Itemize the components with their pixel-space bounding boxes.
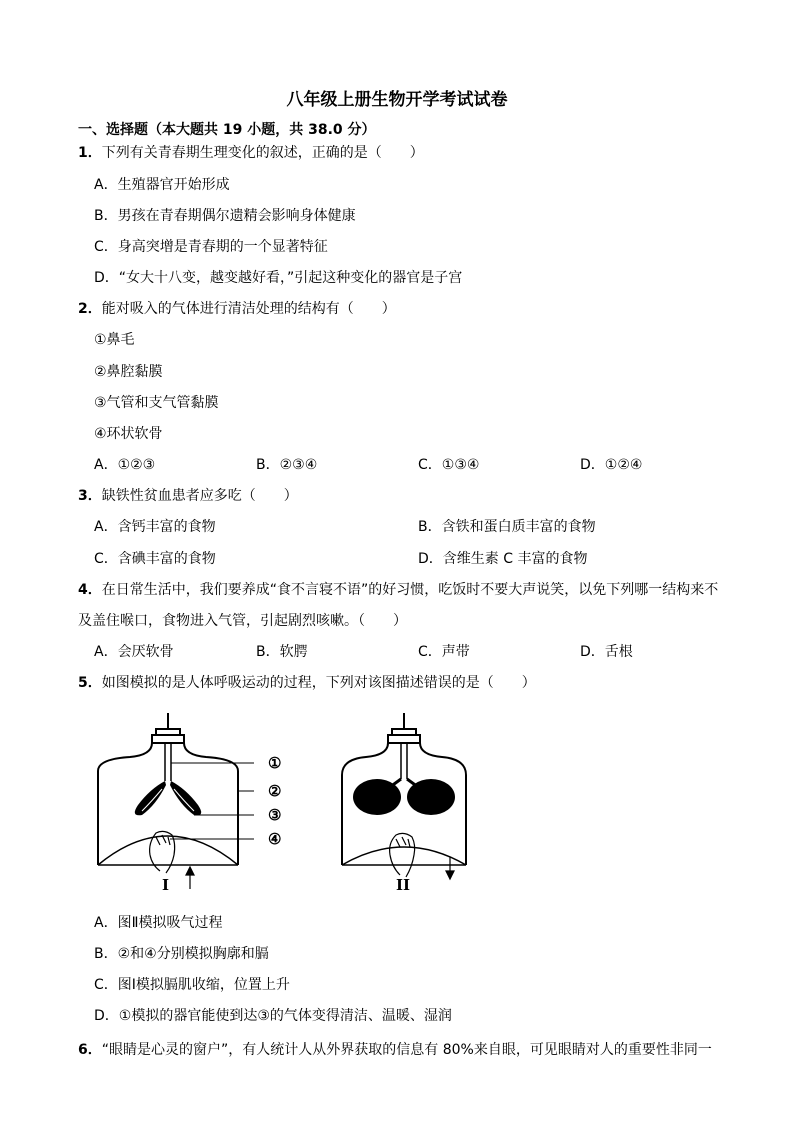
- q3-option-a: A．含钙丰富的食物: [94, 519, 216, 535]
- label-2: ②: [268, 782, 282, 800]
- question-4-continued: 及盖住喉口，食物进入气管，引起剧烈咳嗽。（ ）: [78, 613, 407, 629]
- question-3: [78, 486, 298, 506]
- question-2: [78, 299, 396, 319]
- hand-left: [150, 831, 175, 873]
- q2-option-d: D．①②④: [580, 457, 643, 473]
- question-stem: 在日常生活中，我们要养成“食不言寝不语”的好习惯，吃饭时不要大声说笑，以免下列哪一结构来不: [101, 582, 719, 598]
- question-number: 5．: [78, 675, 102, 691]
- balloon-lungs-right: [353, 779, 455, 815]
- question-6: [78, 1040, 712, 1060]
- q5-option-c: C．图Ⅰ模拟膈肌收缩，位置上升: [94, 977, 290, 993]
- q1-option-d: D．“女大十八变，越变越好看，”引起这种变化的器官是子宫: [94, 270, 463, 286]
- question-stem: “眼睛是心灵的窗户”，有人统计人从外界获取的信息有 80%来自眼，可见眼睛对人的重要性非同一: [101, 1042, 712, 1058]
- q2-item-4: ④环状软骨: [94, 426, 163, 442]
- question-4: [78, 580, 718, 600]
- q1-option-a: A．生殖器官开始形成: [94, 177, 230, 193]
- q2-option-a: A．①②③: [94, 457, 156, 473]
- label-3: ③: [268, 806, 282, 824]
- q1-option-b: B．男孩在青春期偶尔遗精会影响身体健康: [94, 208, 356, 224]
- section-heading: 一、选择题（本大题共 19 小题，共 38.0 分）: [78, 122, 376, 138]
- question-number: 4．: [78, 582, 102, 598]
- q4-option-b: B．软腭: [256, 644, 308, 660]
- q5-option-b: B．②和④分别模拟胸廓和膈: [94, 946, 269, 962]
- q5-option-d: D．①模拟的器官能使到达③的气体变得清洁、温暖、湿润: [94, 1008, 452, 1024]
- question-stem: 能对吸入的气体进行清洁处理的结构有（ ）: [101, 301, 396, 317]
- question-stem: 如图模拟的是人体呼吸运动的过程，下列对该图描述错误的是（ ）: [101, 675, 536, 691]
- q4-option-a: A．会厌软骨: [94, 644, 174, 660]
- question-number: 1．: [78, 145, 102, 161]
- balloon-lungs-left: [135, 781, 201, 815]
- q3-option-b: B．含铁和蛋白质丰富的食物: [418, 519, 596, 535]
- question-5: [78, 673, 536, 693]
- q4-option-c: C．声带: [418, 644, 470, 660]
- q2-option-c: C．①③④: [418, 457, 480, 473]
- breathing-model-figure: [90, 705, 510, 900]
- q2-item-3: ③气管和支气管黏膜: [94, 395, 219, 411]
- q1-option-c: C．身高突增是青春期的一个显著特征: [94, 239, 328, 255]
- label-1: ①: [268, 754, 282, 772]
- q3-option-c: C．含碘丰富的食物: [94, 551, 216, 567]
- question-stem: 下列有关青春期生理变化的叙述，正确的是（ ）: [101, 145, 424, 161]
- up-arrow: [186, 867, 194, 889]
- page-title: 八年级上册生物开学考试试卷: [286, 90, 508, 110]
- breathing-model-diagram: [90, 705, 510, 900]
- q2-item-1: ①鼻毛: [94, 332, 135, 348]
- question-1: [78, 143, 424, 163]
- question-stem: 缺铁性贫血患者应多吃（ ）: [101, 488, 298, 504]
- question-number: 3．: [78, 488, 102, 504]
- bell-jar-left: [98, 713, 238, 865]
- panel-label-right: II: [396, 876, 411, 894]
- question-number: 6．: [78, 1042, 102, 1058]
- down-arrow: [446, 857, 454, 879]
- q5-option-a: A．图Ⅱ模拟吸气过程: [94, 915, 223, 931]
- q2-item-2: ②鼻腔黏膜: [94, 364, 163, 380]
- q4-option-d: D．舌根: [580, 644, 633, 660]
- question-number: 2．: [78, 301, 102, 317]
- q3-option-d: D．含维生素 C 丰富的食物: [418, 551, 588, 567]
- panel-label-left: I: [162, 876, 170, 894]
- label-4: ④: [268, 830, 282, 848]
- q2-option-b: B．②③④: [256, 457, 318, 473]
- hand-right: [390, 833, 415, 877]
